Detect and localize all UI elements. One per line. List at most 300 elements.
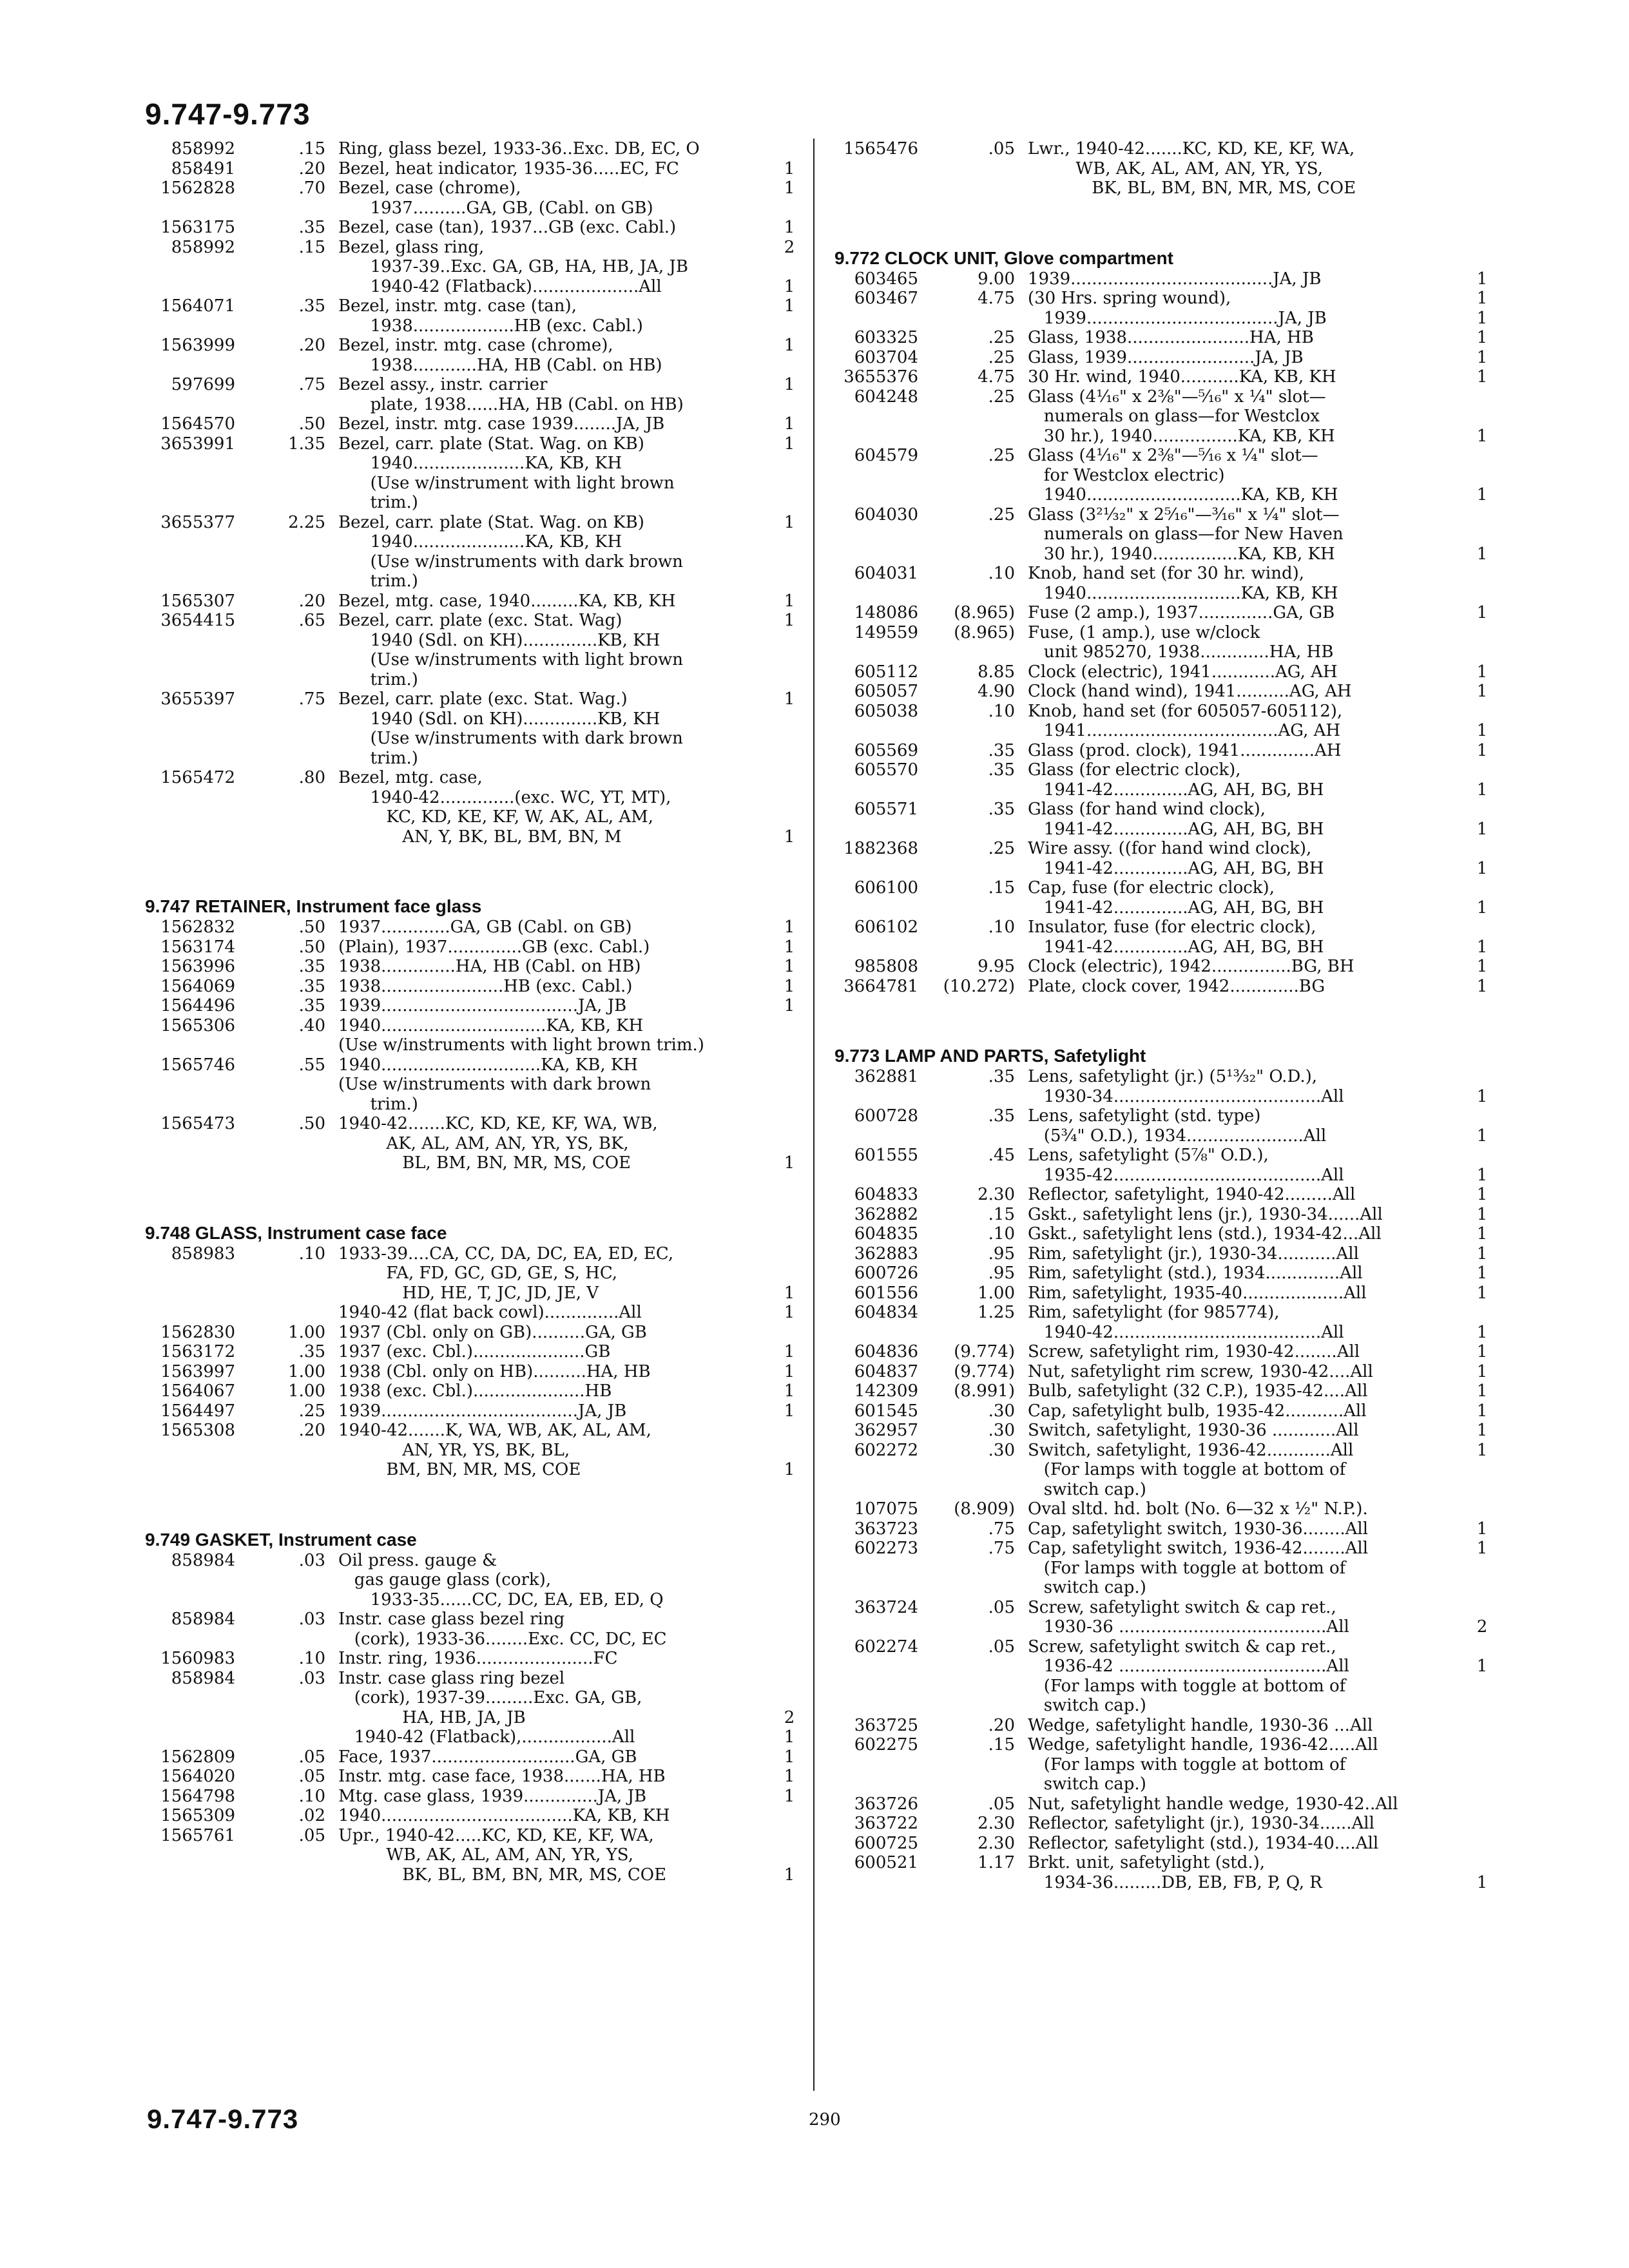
section-heading: 9.749 GASKET, Instrument case <box>145 1529 417 1550</box>
part-description: Lens, safetylight (5⅞" O.D.), 1935-42.......................................All <box>1028 1146 1344 1185</box>
part-quantity: 1 <box>1476 898 1488 918</box>
part-quantity: 1 <box>784 414 795 434</box>
part-description: Screw, safetylight switch & cap ret., 1936-42 .......................................All (For lamps with toggle at bottom of switch cap.) <box>1028 1637 1349 1715</box>
part-description: Gskt., safetylight lens (jr.), 1930-34......All <box>1028 1204 1383 1224</box>
part-quantity: 1 <box>1476 1126 1488 1146</box>
part-entry <box>139 918 809 937</box>
part-entry <box>828 1637 1498 1716</box>
part-number: 1565472 <box>160 768 235 787</box>
part-number: 1565309 <box>160 1806 235 1825</box>
part-number: 1564020 <box>160 1767 235 1786</box>
column-divider <box>813 139 815 2091</box>
part-quantity: 1 <box>1476 1342 1488 1361</box>
part-price: 2.30 <box>978 1833 1015 1853</box>
part-price: .05 <box>298 1825 325 1845</box>
part-description: Rim, safetylight (std.), 1934..............All <box>1028 1264 1363 1283</box>
part-entry <box>828 682 1498 702</box>
part-price: 9.95 <box>978 957 1015 976</box>
part-number: 858984 <box>171 1610 235 1629</box>
part-number: 604248 <box>854 387 918 407</box>
part-number: 602274 <box>854 1637 918 1657</box>
part-entry <box>139 238 809 297</box>
part-price: (8.965) <box>954 622 1015 642</box>
part-entry <box>139 1114 809 1173</box>
part-entry <box>828 1735 1498 1794</box>
part-price: .35 <box>988 800 1015 819</box>
part-number: 604837 <box>854 1361 918 1381</box>
part-entry <box>139 957 809 977</box>
part-quantity: 2 1 <box>784 1707 795 1747</box>
part-quantity: 1 <box>1476 976 1488 996</box>
part-entry <box>828 1362 1498 1382</box>
part-quantity: 1 <box>1476 1264 1488 1283</box>
part-price: .35 <box>988 1106 1015 1126</box>
part-entry <box>139 1362 809 1382</box>
part-price: .35 <box>988 760 1015 780</box>
part-description: Bezel, instr. mtg. case (chrome), 1938............HA, HB (Cabl. on HB) <box>338 336 662 375</box>
part-price: .80 <box>298 768 325 787</box>
part-price: .35 <box>298 218 325 237</box>
part-number: 3664781 <box>843 976 918 996</box>
part-description: Glass (4¹⁄₁₆" x 2⅜"—⁵⁄₁₆" x ¼" slot— numerals on glass—for Westclox 30 hr.), 1940................KA, KB, KH <box>1028 387 1335 446</box>
part-number: 604834 <box>854 1303 918 1322</box>
part-number: 858992 <box>171 139 235 159</box>
part-number: 1563174 <box>160 937 235 957</box>
section-gap <box>139 1480 809 1529</box>
part-description: Glass (4¹⁄₁₆" x 2⅜"—⁵⁄₁₆ x ¼" slot— for Westclox electric) 1940.............................KA, KB, KH <box>1028 446 1338 505</box>
part-description: Oil press. gauge & gas gauge glass (cork), 1933-35......CC, DC, EA, EB, ED, Q <box>338 1550 664 1610</box>
part-quantity: 1 <box>784 957 795 976</box>
part-quantity: 1 <box>1476 426 1488 446</box>
part-entry <box>139 1342 809 1362</box>
part-quantity: 1 <box>1476 1421 1488 1440</box>
part-price: .05 <box>988 1637 1015 1657</box>
part-number: 363723 <box>854 1519 918 1539</box>
part-price: .15 <box>988 1204 1015 1224</box>
part-description: Bezel, instr. mtg. case (tan), 1938...................HB (exc. Cabl.) <box>338 296 643 336</box>
part-quantity: 1 <box>784 1786 795 1806</box>
part-entry <box>828 603 1498 623</box>
part-price: .25 <box>988 839 1015 858</box>
part-number: 601545 <box>854 1401 918 1421</box>
part-number: 3655397 <box>160 689 235 709</box>
part-price: 1.00 <box>978 1283 1015 1303</box>
part-quantity: 1 <box>1476 1165 1488 1185</box>
part-description: 1939.....................................JA, JB <box>338 1401 627 1421</box>
part-number: 1562809 <box>160 1747 235 1767</box>
part-entry <box>828 741 1498 761</box>
part-number: 602272 <box>854 1440 918 1460</box>
part-price: .10 <box>988 918 1015 937</box>
part-entry <box>828 505 1498 564</box>
part-entry <box>828 1264 1498 1283</box>
part-price: .25 <box>298 1401 325 1421</box>
part-description: Bezel, carr. plate (exc. Stat. Wag.) 1940 (Sdl. on KH)..............KB, KH (Use w/instruments with dark brown trim.) <box>338 689 683 768</box>
part-price: .25 <box>988 446 1015 465</box>
part-number: 858983 <box>171 1244 235 1264</box>
part-entry <box>139 977 809 997</box>
part-description: 1940...............................KA, KB, KH (Use w/instruments with light brown trim.) <box>338 1015 704 1055</box>
part-price: 1.00 <box>288 1361 325 1381</box>
part-entry <box>828 1499 1498 1519</box>
section-heading: 9.747 RETAINER, Instrument face glass <box>145 896 482 916</box>
part-price: .75 <box>988 1539 1015 1558</box>
part-price: .30 <box>988 1421 1015 1440</box>
part-price: .03 <box>298 1550 325 1570</box>
part-quantity: 1 <box>1476 1539 1488 1558</box>
part-entry <box>139 434 809 513</box>
part-entry <box>828 1381 1498 1401</box>
section-gap <box>139 1173 809 1222</box>
part-entry <box>828 1401 1498 1421</box>
part-number: 3655376 <box>843 367 918 387</box>
part-price: .30 <box>988 1440 1015 1460</box>
part-description: Face, 1937...........................GA, GB <box>338 1747 637 1767</box>
part-number: 602275 <box>854 1735 918 1754</box>
part-number: 363726 <box>854 1794 918 1814</box>
part-description: Glass (for electric clock), 1941-42..............AG, AH, BG, BH <box>1028 760 1324 800</box>
right-column <box>828 139 1498 1892</box>
part-entry <box>139 218 809 238</box>
part-number: 606102 <box>854 918 918 937</box>
part-description: Bezel, carr. plate (Stat. Wag. on KB) 1940.....................KA, KB, KH (Use w/instrument with light brown trim.) <box>338 434 675 512</box>
part-number: 1564071 <box>160 296 235 316</box>
part-number: 606100 <box>854 878 918 898</box>
part-number: 363722 <box>854 1814 918 1833</box>
part-quantity: 1 <box>1476 1440 1488 1460</box>
section-gap <box>139 847 809 896</box>
part-number: 605057 <box>854 682 918 701</box>
part-price: .15 <box>988 1735 1015 1754</box>
part-quantity: 1 <box>784 937 795 957</box>
part-price: .40 <box>298 1015 325 1035</box>
part-quantity: 2 <box>1476 1617 1488 1637</box>
part-price: 4.75 <box>978 367 1015 387</box>
part-description: Mtg. case glass, 1939..............JA, JB <box>338 1786 647 1806</box>
part-description: Lens, safetylight (std. type) (5¾" O.D.), 1934......................All <box>1028 1106 1327 1146</box>
part-description: 1933-39....CA, CC, DA, DC, EA, ED, EC, FA, FD, GC, GD, GE, S, HC, HD, HE, T, JC, JD, JE, V 1940-42 (flat back cowl)..............All <box>338 1244 674 1322</box>
part-number: 142309 <box>854 1381 918 1401</box>
part-price: .35 <box>988 1067 1015 1086</box>
part-number: 1562832 <box>160 918 235 937</box>
part-price: .75 <box>298 375 325 394</box>
part-entry <box>139 1806 809 1826</box>
part-quantity: 1 <box>784 1767 795 1786</box>
part-number: 3653991 <box>160 434 235 454</box>
part-entry <box>828 957 1498 977</box>
part-entry <box>139 1055 809 1115</box>
part-description: Cap, safetylight bulb, 1935-42...........All <box>1028 1401 1367 1421</box>
part-number: 1882368 <box>843 839 918 858</box>
part-price: .10 <box>298 1244 325 1264</box>
part-quantity: 1 <box>1476 1283 1488 1303</box>
part-description: Switch, safetylight, 1936-42............All (For lamps with toggle at bottom of switch cap.) <box>1028 1440 1354 1499</box>
part-price: 9.00 <box>978 269 1015 289</box>
part-price: .65 <box>298 611 325 630</box>
part-entry <box>828 269 1498 289</box>
part-quantity: 1 <box>1476 1204 1488 1224</box>
part-number: 3654415 <box>160 611 235 630</box>
part-description: Bezel, carr. plate (exc. Stat. Wag) 1940 (Sdl. on KH)..............KB, KH (Use w/instruments with light brown trim.) <box>338 611 684 689</box>
part-price: .03 <box>298 1668 325 1688</box>
part-entry <box>139 937 809 957</box>
part-entry <box>828 348 1498 368</box>
part-number: 985808 <box>854 957 918 976</box>
part-price: (8.965) <box>954 603 1015 622</box>
part-number: 1564798 <box>160 1786 235 1806</box>
part-number: 1563172 <box>160 1342 235 1361</box>
part-entry <box>139 1767 809 1787</box>
part-description: Cap, fuse (for electric clock), 1941-42..............AG, AH, BG, BH <box>1028 878 1324 918</box>
part-quantity: 1 <box>784 1865 795 1885</box>
part-quantity: 1 <box>784 976 795 996</box>
part-price: .35 <box>988 740 1015 760</box>
part-entry <box>139 689 809 768</box>
part-price: 1.17 <box>978 1853 1015 1872</box>
part-quantity: 1 <box>1476 1872 1488 1892</box>
part-quantity: 1 <box>784 996 795 1015</box>
part-price: .35 <box>298 957 325 976</box>
part-entry <box>828 800 1498 839</box>
part-number: 1564570 <box>160 414 235 434</box>
part-price: .35 <box>298 976 325 996</box>
part-price: 8.85 <box>978 662 1015 682</box>
part-description: 1940....................................KA, KB, KH <box>338 1806 670 1825</box>
part-number: 1562828 <box>160 178 235 198</box>
part-description: 30 Hr. wind, 1940...........KA, KB, KH <box>1028 367 1336 387</box>
part-entry <box>828 1421 1498 1441</box>
part-description: 1940..............................KA, KB, KH (Use w/instruments with dark brown trim.) <box>338 1055 651 1114</box>
part-entry <box>828 1303 1498 1342</box>
part-description: Upr., 1940-42.....KC, KD, KE, KF, WA, WB, AK, AL, AM, AN, YR, YS, BK, BL, BM, BN, MR, MS, COE <box>338 1825 667 1885</box>
part-description: Brkt. unit, safetylight (std.), 1934-36.........DB, EB, FB, P, Q, R <box>1028 1853 1322 1892</box>
part-quantity: 1 <box>784 689 795 709</box>
part-price: .75 <box>298 689 325 709</box>
part-number: 1563175 <box>160 218 235 237</box>
part-entry <box>828 387 1498 447</box>
part-price: .75 <box>988 1519 1015 1539</box>
part-entry <box>139 611 809 689</box>
part-number: 605570 <box>854 760 918 780</box>
part-price: 1.00 <box>288 1381 325 1401</box>
part-entry <box>828 1283 1498 1303</box>
part-quantity: 1 <box>1476 1185 1488 1204</box>
part-price: .25 <box>988 505 1015 524</box>
part-quantity: 1 <box>1476 269 1488 289</box>
part-description: Screw, safetylight switch & cap ret., 1930-36 .......................................All <box>1028 1597 1349 1637</box>
part-description: Clock (electric), 1941............AG, AH <box>1028 662 1338 682</box>
page-number: 290 <box>809 2110 841 2129</box>
part-quantity: 1 <box>784 918 795 937</box>
part-entry <box>139 1826 809 1885</box>
part-entry <box>828 1519 1498 1539</box>
part-price: .15 <box>298 237 325 257</box>
part-price: 1.00 <box>288 1322 325 1342</box>
part-description: Bulb, safetylight (32 C.P.), 1935-42....All <box>1028 1381 1368 1401</box>
part-entry <box>828 918 1498 957</box>
part-price: .50 <box>298 414 325 434</box>
part-description: Reflector, safetylight (jr.), 1930-34......All <box>1028 1814 1374 1833</box>
part-entry <box>828 1539 1498 1598</box>
part-entry <box>828 702 1498 741</box>
part-price: (9.774) <box>954 1342 1015 1361</box>
part-entry <box>828 623 1498 662</box>
part-description: Instr. ring, 1936......................FC <box>338 1649 618 1668</box>
part-number: 605038 <box>854 701 918 721</box>
part-number: 604836 <box>854 1342 918 1361</box>
part-price: .55 <box>298 1055 325 1075</box>
part-number: 600521 <box>854 1853 918 1872</box>
part-description: 1937 (Cbl. only on GB)..........GA, GB <box>338 1322 647 1342</box>
part-price: .10 <box>988 701 1015 721</box>
part-description: 1938 (exc. Cbl.).....................HB <box>338 1381 612 1401</box>
part-entry <box>828 289 1498 328</box>
part-price: .35 <box>298 296 325 316</box>
part-quantity: 1 <box>784 1460 795 1479</box>
part-number: 363725 <box>854 1715 918 1735</box>
part-description: Rim, safetylight (jr.), 1930-34...........All <box>1028 1244 1359 1264</box>
part-entry <box>828 977 1498 997</box>
part-number: 604030 <box>854 505 918 524</box>
part-quantity: 1 <box>1476 1401 1488 1421</box>
part-price: .20 <box>298 591 325 611</box>
part-price: 2.30 <box>978 1814 1015 1833</box>
part-entry <box>828 1106 1498 1146</box>
part-number: 148086 <box>854 603 918 622</box>
part-number: 605571 <box>854 800 918 819</box>
part-description: Gskt., safetylight lens (std.), 1934-42...All <box>1028 1224 1382 1244</box>
part-description: Ring, glass bezel, 1933-36..Exc. DB, EC, O <box>338 139 700 159</box>
part-price: (10.272) <box>943 976 1015 996</box>
part-quantity: 1 <box>784 1361 795 1381</box>
part-number: 858984 <box>171 1668 235 1688</box>
part-entry <box>139 1381 809 1401</box>
part-number: 3655377 <box>160 512 235 532</box>
part-price: 2.30 <box>978 1185 1015 1204</box>
part-description: 1937.............GA, GB (Cabl. on GB) <box>338 918 632 937</box>
part-price: .05 <box>988 139 1015 159</box>
part-price: .25 <box>988 347 1015 367</box>
part-price: .03 <box>298 1610 325 1629</box>
part-number: 362881 <box>854 1067 918 1086</box>
part-description: Bezel, carr. plate (Stat. Wag. on KB) 1940.....................KA, KB, KH (Use w/instruments with dark brown trim.) <box>338 512 683 591</box>
part-entry <box>139 1649 809 1669</box>
part-entry <box>139 1747 809 1767</box>
part-entry <box>828 1342 1498 1362</box>
part-entry <box>828 1244 1498 1264</box>
part-entry <box>139 1421 809 1480</box>
part-number: 603465 <box>854 269 918 289</box>
part-price: .10 <box>988 564 1015 583</box>
part-description: Instr. case glass ring bezel (cork), 1937-39.........Exc. GA, GB, HA, HB, JA, JB 1940-42 (Flatback),.................All <box>338 1668 642 1747</box>
part-price: 1.35 <box>288 434 325 454</box>
part-quantity: 1 <box>1476 682 1488 701</box>
part-entry <box>828 1067 1498 1106</box>
part-quantity: 1 <box>1476 328 1488 347</box>
part-number: 604031 <box>854 564 918 583</box>
part-description: Glass (for hand wind clock), 1941-42..............AG, AH, BG, BH <box>1028 800 1324 839</box>
section-gap <box>828 198 1498 247</box>
part-number: 603325 <box>854 328 918 347</box>
part-entry <box>828 1834 1498 1854</box>
part-number: 603467 <box>854 289 918 308</box>
part-quantity: 1 <box>1476 957 1488 976</box>
part-quantity: 1 <box>1476 662 1488 682</box>
part-description: Cap, safetylight switch, 1936-42........All (For lamps with toggle at bottom of switch cap.) <box>1028 1539 1369 1597</box>
part-description: Switch, safetylight, 1930-36 ............All <box>1028 1421 1359 1440</box>
part-description: 1939......................................JA, JB <box>1028 269 1322 289</box>
part-quantity: 1 <box>784 218 795 237</box>
part-quantity: 1 1 <box>784 1283 795 1322</box>
part-quantity: 1 <box>1476 603 1488 622</box>
part-number: 603704 <box>854 347 918 367</box>
part-description: 1938.......................HB (exc. Cabl.) <box>338 976 633 996</box>
part-price: .50 <box>298 1114 325 1133</box>
part-entry <box>828 662 1498 682</box>
part-number: 1564067 <box>160 1381 235 1401</box>
part-quantity: 1 <box>784 1747 795 1767</box>
part-quantity: 1 <box>784 1342 795 1361</box>
part-description: Instr. case glass bezel ring (cork), 1933-36........Exc. CC, DC, EC <box>338 1610 667 1649</box>
part-description: 1937 (exc. Cbl.).....................GB <box>338 1342 611 1361</box>
part-entry <box>828 328 1498 348</box>
part-description: Fuse (2 amp.), 1937..............GA, GB <box>1028 603 1335 622</box>
part-entry <box>828 564 1498 603</box>
section-gap <box>828 996 1498 1045</box>
part-quantity: 1 1 <box>1476 289 1488 328</box>
part-entry <box>828 139 1498 198</box>
part-number: 858992 <box>171 237 235 257</box>
part-description: Clock (electric), 1942...............BG, BH <box>1028 957 1354 976</box>
part-description: Screw, safetylight rim, 1930-42........All <box>1028 1342 1360 1361</box>
part-number: 1565476 <box>843 139 918 159</box>
part-price: .10 <box>298 1649 325 1668</box>
part-entry <box>828 367 1498 387</box>
part-number: 605112 <box>854 662 918 682</box>
part-number: 605569 <box>854 740 918 760</box>
part-price: .95 <box>988 1244 1015 1264</box>
part-entry <box>828 1224 1498 1244</box>
part-number: 858984 <box>171 1550 235 1570</box>
part-quantity: 1 <box>1476 721 1488 740</box>
part-number: 600725 <box>854 1833 918 1853</box>
part-entry <box>139 996 809 1016</box>
part-description: Wire assy. ((for hand wind clock), 1941-42..............AG, AH, BG, BH <box>1028 839 1324 878</box>
part-quantity: 1 <box>1476 347 1488 367</box>
part-number: 1564069 <box>160 976 235 996</box>
part-quantity: 1 <box>1476 1657 1488 1676</box>
part-price: (8.909) <box>954 1499 1015 1519</box>
part-number: 149559 <box>854 622 918 642</box>
part-price: .50 <box>298 937 325 957</box>
part-description: Oval sltd. hd. bolt (No. 6—32 x ½" N.P.). <box>1028 1499 1368 1519</box>
part-description: Bezel, case (chrome), 1937..........GA, GB, (Cabl. on GB) <box>338 178 653 218</box>
part-number: 1562830 <box>160 1322 235 1342</box>
section-heading: 9.748 GLASS, Instrument case face <box>145 1222 447 1243</box>
part-number: 600726 <box>854 1264 918 1283</box>
part-description: (30 Hrs. spring wound), 1939....................................JA, JB <box>1028 289 1327 328</box>
part-quantity: 1 <box>784 512 795 532</box>
part-price: .30 <box>988 1401 1015 1421</box>
part-price: 4.75 <box>978 289 1015 308</box>
part-entry <box>828 1441 1498 1500</box>
part-description: Plate, clock cover, 1942.............BG <box>1028 976 1325 996</box>
part-description: Nut, safetylight rim screw, 1930-42....All <box>1028 1361 1373 1381</box>
part-entry <box>139 414 809 434</box>
part-description: Bezel, instr. mtg. case 1939........JA, JB <box>338 414 665 434</box>
part-quantity: 1 <box>1476 780 1488 800</box>
part-quantity: 1 <box>784 296 795 316</box>
